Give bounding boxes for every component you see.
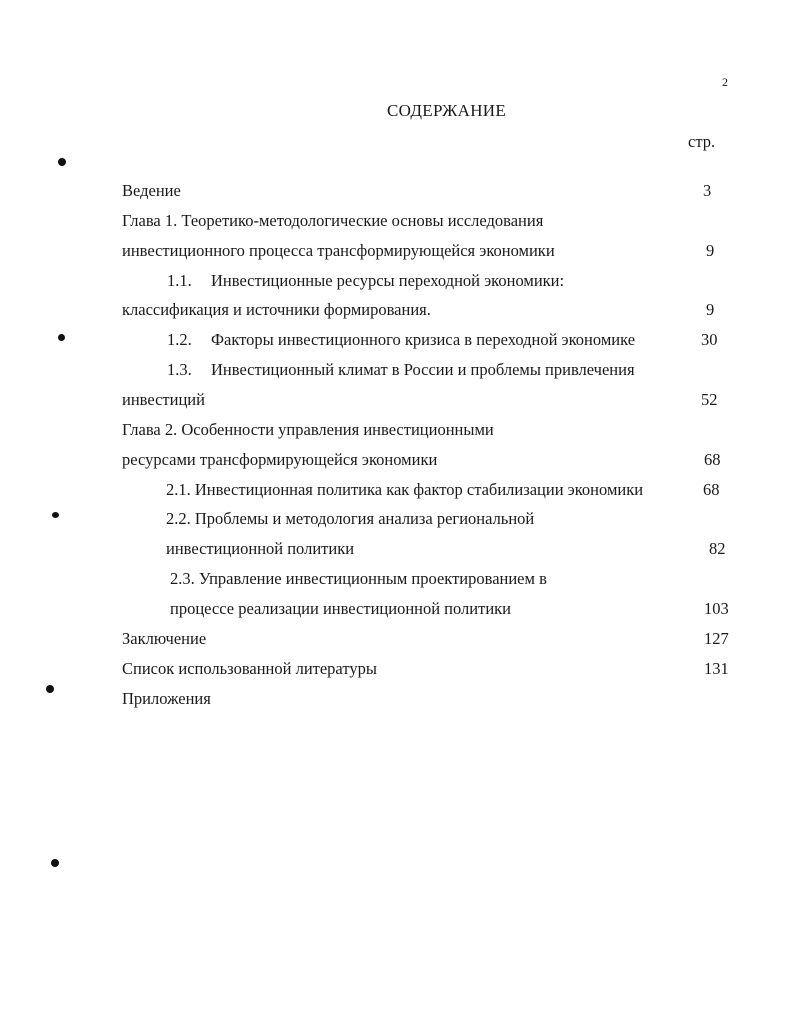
toc-entry-chapter-1-line-1: Глава 1. Теоретико-методологические основы исследования xyxy=(122,211,544,230)
page-title: СОДЕРЖАНИЕ xyxy=(387,101,507,120)
toc-page-conclusion: 127 xyxy=(704,629,729,648)
toc-section-title: Факторы инвестиционного кризиса в переходной экономике xyxy=(211,330,636,349)
toc-entry-chapter-2-line-2: ресурсами трансформирующейся экономики xyxy=(122,450,438,469)
toc-entry-section-2-3-line-1: 2.3. Управление инвестиционным проектированием в xyxy=(170,569,547,588)
scan-speck xyxy=(51,859,59,867)
toc-page-chapter-1: 9 xyxy=(706,241,715,260)
toc-page-chapter-2: 68 xyxy=(704,450,721,469)
page-number: 2 xyxy=(722,75,728,89)
toc-page-section-2-3: 103 xyxy=(704,599,729,618)
toc-entry-conclusion: Заключение xyxy=(122,629,207,648)
toc-entry-section-2-2-line-2: инвестиционной политики xyxy=(166,539,355,558)
toc-page-section-1-3: 52 xyxy=(701,390,718,409)
page-column-label: стр. xyxy=(688,132,716,151)
scan-speck xyxy=(52,512,59,518)
toc-section-number: 1.3. xyxy=(167,360,192,379)
toc-entry-bibliography: Список использованной литературы xyxy=(122,659,377,678)
toc-entry-chapter-2-line-1: Глава 2. Особенности управления инвестиционными xyxy=(122,420,494,439)
toc-entry-section-1-1-line-1 xyxy=(167,271,564,291)
toc-entry-section-2-1: 2.1. Инвестиционная политика как фактор стабилизации экономики xyxy=(166,480,644,499)
toc-entry-section-1-1-line-2: классификация и источники формирования. xyxy=(122,300,431,319)
toc-page-intro: 3 xyxy=(703,181,712,200)
toc-entry-chapter-1-line-2: инвестиционного процесса трансформирующейся экономики xyxy=(122,241,555,260)
toc-entry-section-2-3-line-2: процессе реализации инвестиционной политики xyxy=(170,599,511,618)
toc-section-title: Инвестиционный климат в России и проблемы привлечения xyxy=(211,360,635,379)
toc-entry-appendices: Приложения xyxy=(122,689,211,708)
scan-speck xyxy=(58,158,66,166)
toc-entry-section-1-3-line-1 xyxy=(167,360,635,380)
toc-page-section-1-1: 9 xyxy=(706,300,715,319)
toc-section-title: Инвестиционные ресурсы переходной экономики: xyxy=(211,271,565,290)
toc-page-section-2-1: 68 xyxy=(703,480,720,499)
toc-section-number: 1.1. xyxy=(167,271,192,290)
toc-section-number: 1.2. xyxy=(167,330,192,349)
toc-page-section-1-2: 30 xyxy=(701,330,718,349)
toc-entry-section-2-2-line-1: 2.2. Проблемы и методология анализа региональной xyxy=(166,509,535,528)
scan-speck xyxy=(46,685,54,693)
toc-entry-section-1-3-line-2: инвестиций xyxy=(122,390,205,409)
toc-page-bibliography: 131 xyxy=(704,659,729,678)
toc-entry-section-1-2 xyxy=(167,330,635,350)
toc-entry-intro: Ведение xyxy=(122,181,181,200)
scan-speck xyxy=(58,334,65,341)
toc-page-section-2-2: 82 xyxy=(709,539,726,558)
